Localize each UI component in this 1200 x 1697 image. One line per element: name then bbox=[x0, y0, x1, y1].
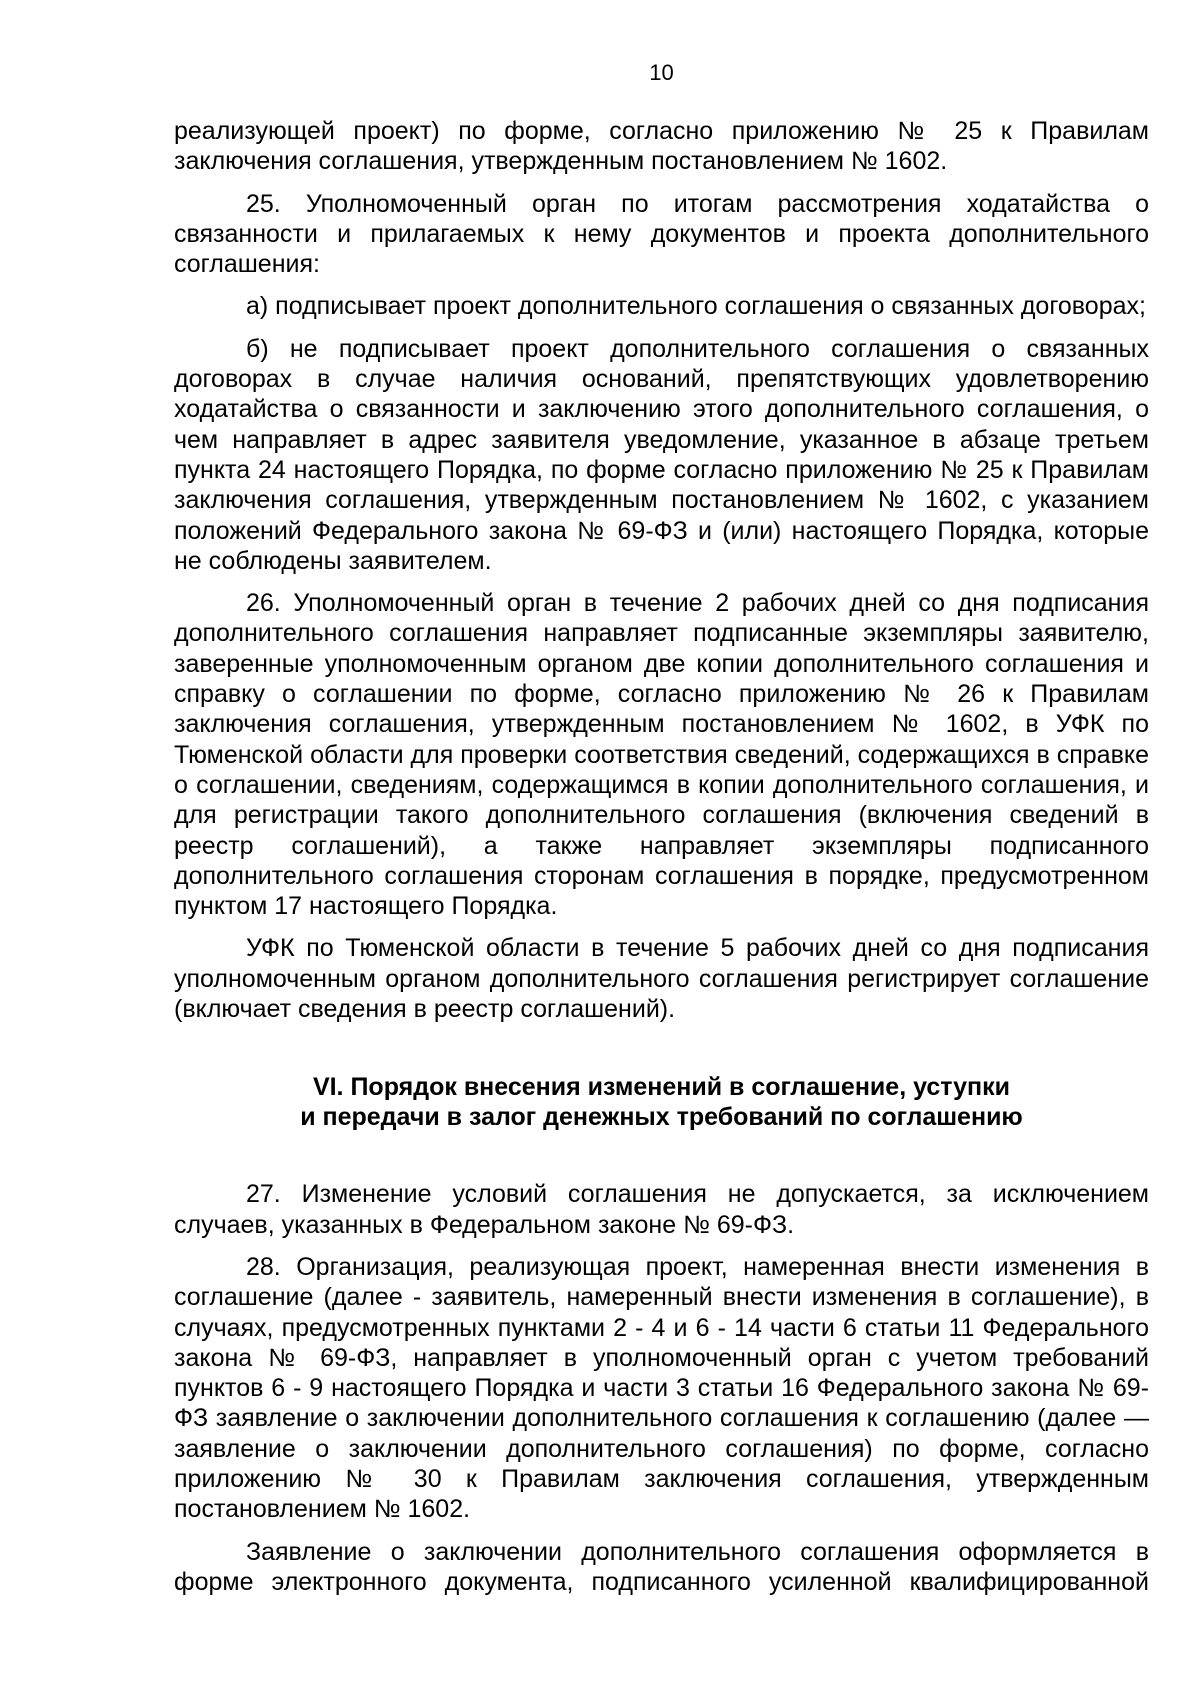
paragraph-subitem-a: а) подписывает проект дополнительного соглашения о связанных договорах; bbox=[246, 292, 1146, 321]
paragraph-ufk-registration: УФК по Тюменской области в течение 5 рабочих дней со дня подписания уполномоченным органом дополнительного соглашения регистрирует соглашение (включает сведения в реестр соглашений). bbox=[174, 934, 1149, 1024]
section-heading-line-1: VI. Порядок внесения изменений в соглашение, уступки bbox=[312, 1073, 1011, 1102]
paragraph-continuation: реализующей проект) по форме, согласно приложению № 25 к Правилам заключения соглашения, утвержденным постановлением № 1602. bbox=[174, 117, 1149, 176]
section-heading bbox=[174, 1072, 1149, 1132]
paragraph-subitem-b: б) не подписывает проект дополнительного соглашения о связанных договорах в случае наличия оснований, препятствующих удовлетворению ходатайства о связанности и заключению этого дополнительного соглашения, о чем направляет в адрес заявителя уведомление, указанное в абзаце третьем пункта 24 настоящего Порядка, по форме согласно приложению № 25 к Правилам заключения соглашения, утвержденным постановлением № 1602, с указанием положений Федерального закона № 69-ФЗ и (или) настоящего Порядка, которые не соблюдены заявителем. bbox=[174, 334, 1149, 575]
section-heading-line-2: и передачи в залог денежных требований по соглашению bbox=[300, 1103, 1023, 1132]
paragraph-item-26: 26. Уполномоченный орган в течение 2 рабочих дней со дня подписания дополнительного соглашения направляет подписанные экземпляры заявителю, заверенные уполномоченным органом две копии дополнительного соглашения и справку о соглашении по форме, согласно приложению № 26 к Правилам заключения соглашения, утвержденным постановлением № 1602, в УФК по Тюменской области для проверки соответствия сведений, содержащихся в справке о соглашении, сведениям, содержащимся в копии дополнительного соглашения, и для регистрации такого дополнительного соглашения (включения сведений в реестр соглашений), а также направляет экземпляры подписанного дополнительного соглашения сторонам соглашения в порядке, предусмотренном пунктом 17 настоящего Порядка. bbox=[174, 589, 1149, 921]
page-number: 10 bbox=[649, 60, 674, 85]
paragraph-item-25: 25. Уполномоченный орган по итогам рассмотрения ходатайства о связанности и прилагаемых к нему документов и проекта дополнительного соглашения: bbox=[174, 189, 1149, 279]
document-body bbox=[174, 116, 1149, 1609]
paragraph-item-28: 28. Организация, реализующая проект, намеренная внести изменения в соглашение (далее - заявитель, намеренный внести изменения в соглашение), в случаях, предусмотренных пунктами 2 - 4 и 6 - 14 части 6 статьи 11 Федерального закона № 69-ФЗ, направляет в уполномоченный орган с учетом требований пунктов 6 - 9 настоящего Порядка и части 3 статьи 16 Федерального закона № 69-ФЗ заявление о заключении дополнительного соглашения к соглашению (далее — заявление о заключении дополнительного соглашения) по форме, согласно приложению № 30 к Правилам заключения соглашения, утвержденным постановлением № 1602. bbox=[174, 1252, 1149, 1524]
paragraph-item-27: 27. Изменение условий соглашения не допускается, за исключением случаев, указанных в Федеральном законе № 69-ФЗ. bbox=[174, 1180, 1149, 1239]
paragraph-application-form: Заявление о заключении дополнительного соглашения оформляется в форме электронного документа, подписанного усиленной квалифицированной bbox=[174, 1537, 1149, 1596]
